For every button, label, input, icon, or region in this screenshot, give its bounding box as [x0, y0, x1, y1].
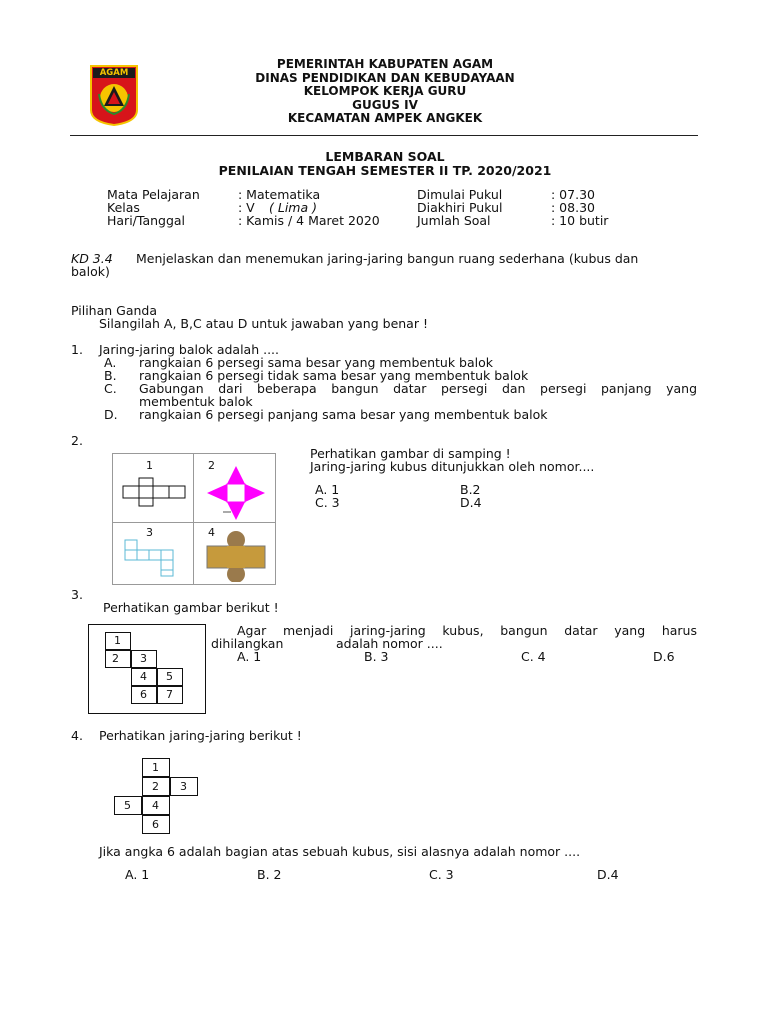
cell-number: 5	[124, 799, 131, 812]
question-number: 4.	[71, 728, 83, 743]
question-intro: Perhatikan jaring-jaring berikut !	[99, 728, 302, 743]
question-text: Jika angka 6 adalah bagian atas sebuah kubus, sisi alasnya adalah nomor ....	[99, 844, 581, 859]
title-line: PENILAIAN TENGAH SEMESTER II TP. 2020/2021	[218, 163, 552, 178]
option-letter: C.	[104, 381, 117, 396]
cell-number: 3	[140, 652, 147, 665]
q4-cube-net	[114, 758, 204, 834]
header-line: GUGUS IV	[352, 97, 418, 112]
question-number: 2.	[71, 433, 83, 448]
box-net-drawing	[203, 530, 269, 582]
header-line: KECAMATAN AMPEK ANGKEK	[287, 111, 483, 125]
option-b: B. 2	[257, 867, 282, 882]
info-value-note: ( Lima )	[269, 200, 317, 215]
question-text: dihilangkan	[211, 636, 284, 651]
cell-number: 6	[152, 818, 159, 831]
info-label: Diakhiri Pukul	[417, 200, 503, 215]
panel-label: 4	[208, 526, 215, 539]
kd-label: KD 3.4	[71, 251, 113, 266]
option-c: C. 3	[429, 867, 454, 882]
option-c: C. 3	[315, 495, 340, 510]
option-d: D.6	[653, 649, 675, 664]
info-value: : 07.30	[551, 187, 595, 202]
info-value: : 08.30	[551, 200, 595, 215]
exam-title	[160, 150, 610, 178]
header-line: PEMERINTAH KABUPATEN AGAM	[276, 57, 494, 71]
panel-label: 3	[146, 526, 153, 539]
header-line: DINAS PENDIDIKAN DAN KEBUDAYAAN	[255, 70, 515, 85]
option-d: D.4	[597, 867, 619, 882]
question-text: Jaring-jaring balok adalah ....	[99, 342, 280, 357]
option-b: B. 3	[364, 649, 389, 664]
agam-logo	[89, 64, 139, 126]
option-text: Gabungan dari beberapa bangun datar persegi dan persegi panjang yang	[139, 381, 697, 396]
question-text: Jaring-jaring kubus ditunjukkan oleh nomor....	[310, 459, 595, 474]
cell-number: 1	[114, 634, 121, 647]
info-label: Jumlah Soal	[417, 213, 491, 228]
cell-number: 4	[152, 799, 159, 812]
cell-number: 3	[180, 780, 187, 793]
question-text: Perhatikan gambar di samping !	[310, 446, 511, 461]
header-line: KELOMPOK KERJA GURU	[303, 84, 467, 98]
option-text: membentuk balok	[139, 394, 253, 409]
info-label: Kelas	[107, 200, 140, 215]
info-value: : Matematika	[238, 187, 321, 202]
info-label: Mata Pelajaran	[107, 187, 200, 202]
info-value: : V	[238, 200, 255, 215]
info-label: Dimulai Pukul	[417, 187, 503, 202]
section-title: Pilihan Ganda	[71, 303, 158, 318]
option-text: rangkaian 6 persegi panjang sama besar yang membentuk balok	[139, 407, 548, 422]
option-letter: A.	[104, 355, 117, 370]
title-line: LEMBARAN SOAL	[325, 149, 445, 164]
header-divider	[70, 135, 698, 136]
logo-text: AGAM	[99, 68, 129, 78]
section-instruction: Silangilah A, B,C atau D untuk jawaban yang benar !	[99, 316, 428, 331]
cell-number: 5	[166, 670, 173, 683]
rectangle-net-drawing	[121, 474, 191, 518]
kd-text: Menjelaskan dan menemukan jaring-jaring bangun ruang sederhana (kubus dan	[136, 251, 639, 266]
question-text: Agar menjadi jaring-jaring kubus, bangun datar yang harus	[237, 623, 697, 638]
option-letter: D.	[104, 407, 118, 422]
option-a: A. 1	[125, 867, 150, 882]
cell-number: 2	[152, 780, 159, 793]
question-intro: Perhatikan gambar berikut !	[103, 600, 279, 615]
square-net-drawing	[123, 538, 185, 578]
option-c: C. 4	[521, 649, 546, 664]
panel-label: 1	[146, 459, 153, 472]
option-text: rangkaian 6 persegi tidak sama besar yang membentuk balok	[139, 368, 529, 383]
q3-figure-frame	[88, 624, 206, 714]
option-a: A. 1	[237, 649, 262, 664]
net-choices-grid	[112, 453, 276, 585]
question-text: adalah nomor ....	[336, 636, 443, 651]
option-d: D.4	[460, 495, 482, 510]
option-b: B.2	[460, 482, 481, 497]
cell-number: 1	[152, 761, 159, 774]
cell-number: 2	[112, 652, 119, 665]
info-value: : 10 butir	[551, 213, 609, 228]
option-text: rangkaian 6 persegi sama besar yang membentuk balok	[139, 355, 493, 370]
question-number: 1.	[71, 342, 83, 357]
option-a: A. 1	[315, 482, 340, 497]
kd-text: balok)	[71, 264, 110, 279]
info-label: Hari/Tanggal	[107, 213, 186, 228]
cell-number: 7	[166, 688, 173, 701]
question-number: 3.	[71, 587, 83, 602]
star-net-drawing	[203, 466, 269, 520]
cell-number: 6	[140, 688, 147, 701]
panel-label: 2	[208, 459, 215, 472]
letterhead	[180, 58, 590, 126]
info-value: : Kamis / 4 Maret 2020	[238, 213, 380, 228]
cell-number: 4	[140, 670, 147, 683]
option-letter: B.	[104, 368, 117, 383]
